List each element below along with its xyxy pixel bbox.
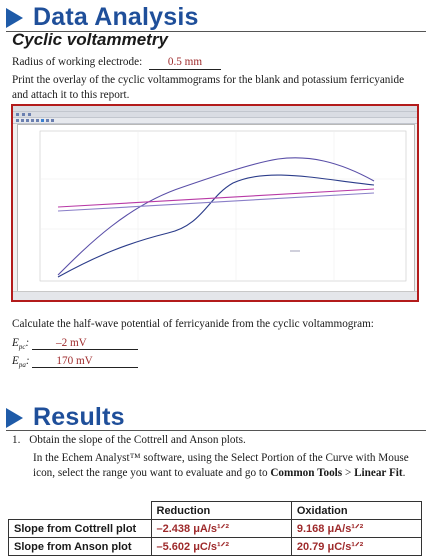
detail-text: In the Echem Analyst™ software, using the Select Portion of the Curve with Mouse icon, select the range you want to evaluate and go to: [33, 452, 409, 479]
table-header-row: [9, 502, 422, 520]
subheading: Cyclic voltammetry: [12, 30, 168, 49]
results-title: Results: [33, 403, 125, 431]
table-row: [9, 520, 422, 538]
section-title: Data Analysis: [33, 3, 199, 31]
epc-line: $E_{pc}$: –2 mV: [12, 337, 138, 351]
instruction-text: Print the overlay of the cyclic voltammograms for the blank and potassium ferricyanide and attach it to this report.: [12, 74, 405, 101]
reduction-header: Reduction: [151, 502, 291, 520]
anson-oxidation: 20.79 μC/s¹ᐟ²: [291, 538, 421, 556]
detail-end: .: [402, 467, 406, 479]
results-rule: [6, 430, 426, 431]
triangle-bullet-icon: [6, 8, 23, 28]
item-number: 1.: [12, 434, 21, 446]
epa-line: $E_{pa}$: 170 mV: [12, 355, 138, 369]
epc-subscript: pc: [18, 343, 26, 352]
detail-sep: >: [342, 467, 355, 479]
epc-value: –2 mV: [32, 337, 138, 350]
results-item-1-detail: [33, 451, 425, 481]
half-wave-prompt: Calculate the half-wave potential of ferricyanide from the cyclic voltammogram:: [12, 318, 374, 330]
anson-reduction: –5.602 μC/s¹ᐟ²: [151, 538, 291, 556]
oxidation-header: Oxidation: [291, 502, 421, 520]
window-statusbar: [13, 291, 417, 300]
radius-value: 0.5 mm: [149, 55, 221, 70]
table-corner: [9, 502, 152, 520]
table-row: [9, 538, 422, 556]
row-label: Slope from Cottrell plot: [9, 520, 152, 538]
results-item-1: [12, 434, 246, 446]
slope-table: [8, 501, 422, 556]
common-tools-label: Common Tools: [270, 467, 343, 479]
cottrell-oxidation: 9.168 μA/s¹ᐟ²: [291, 520, 421, 538]
epa-subscript: pa: [18, 361, 26, 370]
epc-symbol: E: [12, 337, 19, 349]
item-text: Obtain the slope of the Cottrell and Anson plots.: [29, 434, 246, 446]
epa-symbol: E: [12, 355, 19, 367]
cottrell-reduction: –2.438 μA/s¹ᐟ²: [151, 520, 291, 538]
voltammogram-screenshot: [11, 104, 419, 302]
row-label: Slope from Anson plot: [9, 538, 152, 556]
radius-label: Radius of working electrode:: [12, 56, 143, 68]
epa-value: 170 mV: [32, 355, 138, 368]
triangle-bullet-icon: [6, 408, 23, 428]
voltammogram-plot: [17, 124, 415, 292]
linear-fit-label: Linear Fit: [354, 467, 403, 479]
voltammogram-chart: [18, 125, 414, 291]
radius-line: [12, 55, 221, 70]
results-header: [6, 403, 125, 432]
data-analysis-header: [6, 3, 199, 32]
